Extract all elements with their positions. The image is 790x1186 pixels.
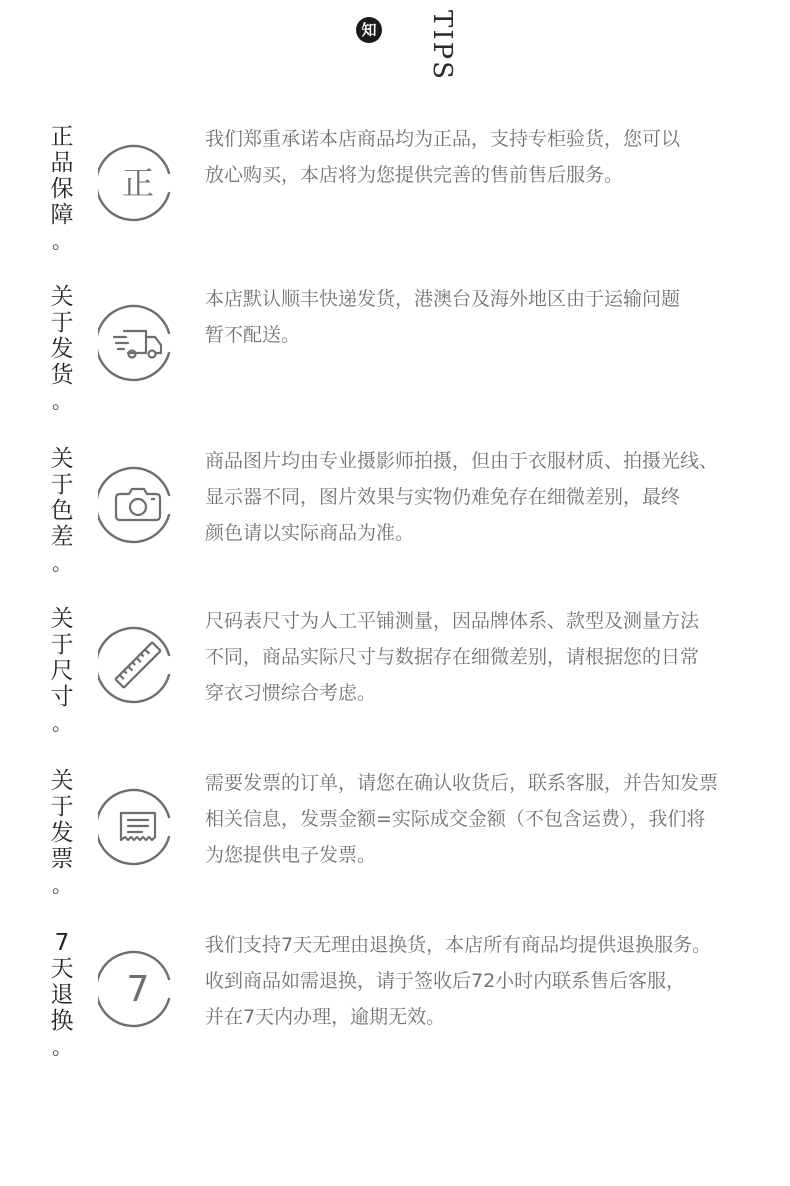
- section-title: 关 于 尺 寸 。: [50, 606, 74, 735]
- section-title: 7 天 退 换 。: [50, 930, 74, 1059]
- tips-label: TIPS: [427, 10, 457, 81]
- section-authentic: [0, 124, 790, 280]
- section-invoice: [0, 768, 790, 924]
- section-shipping: [0, 284, 790, 440]
- invoice-icon: [98, 787, 178, 867]
- ruler-icon: [98, 625, 178, 705]
- section-description: 本店默认顺丰快递发货，港澳台及海外地区由于运输问题 暂不配送。: [205, 288, 681, 346]
- section-title: 正 品 保 障 。: [50, 124, 74, 253]
- section-color-difference: [0, 446, 790, 602]
- section-seven-day-return: [0, 930, 790, 1086]
- svg-text:7: 7: [126, 969, 150, 1010]
- section-description: 尺码表尺寸为人工平铺测量，因品牌体系、款型及测量方法 不同，商品实际尺寸与数据存在细微差别，请根据您的日常 穿衣习惯综合考虑。: [205, 610, 700, 704]
- zhi-badge: 知: [356, 17, 382, 43]
- section-size: [0, 606, 790, 762]
- authentic-icon: [98, 143, 178, 223]
- delivery-truck-icon: [98, 303, 178, 383]
- section-description: 我们郑重承诺本店商品均为正品，支持专柜验货，您可以 放心购买，本店将为您提供完善的售前售后服务。: [205, 128, 681, 186]
- header: [0, 0, 790, 90]
- section-title: 关 于 发 货 。: [50, 284, 74, 413]
- camera-icon: [98, 465, 178, 545]
- section-title: 关 于 发 票 。: [50, 768, 74, 897]
- svg-text:正: 正: [121, 164, 155, 202]
- section-description: 需要发票的订单，请您在确认收货后，联系客服，并告知发票 相关信息，发票金额=实际成交金额（不包含运费），我们将 为您提供电子发票。: [205, 772, 719, 866]
- section-title: 关 于 色 差 。: [50, 446, 74, 575]
- seven-days-icon: [98, 949, 178, 1029]
- section-description: 我们支持7天无理由退换货，本店所有商品均提供退换服务。 收到商品如需退换，请于签收后72小时内联系售后客服， 并在7天内办理，逾期无效。: [205, 934, 712, 1028]
- section-description: 商品图片均由专业摄影师拍摄，但由于衣服材质、拍摄光线、 显示器不同，图片效果与实物仍难免存在细微差别，最终 颜色请以实际商品为准。: [205, 450, 719, 544]
